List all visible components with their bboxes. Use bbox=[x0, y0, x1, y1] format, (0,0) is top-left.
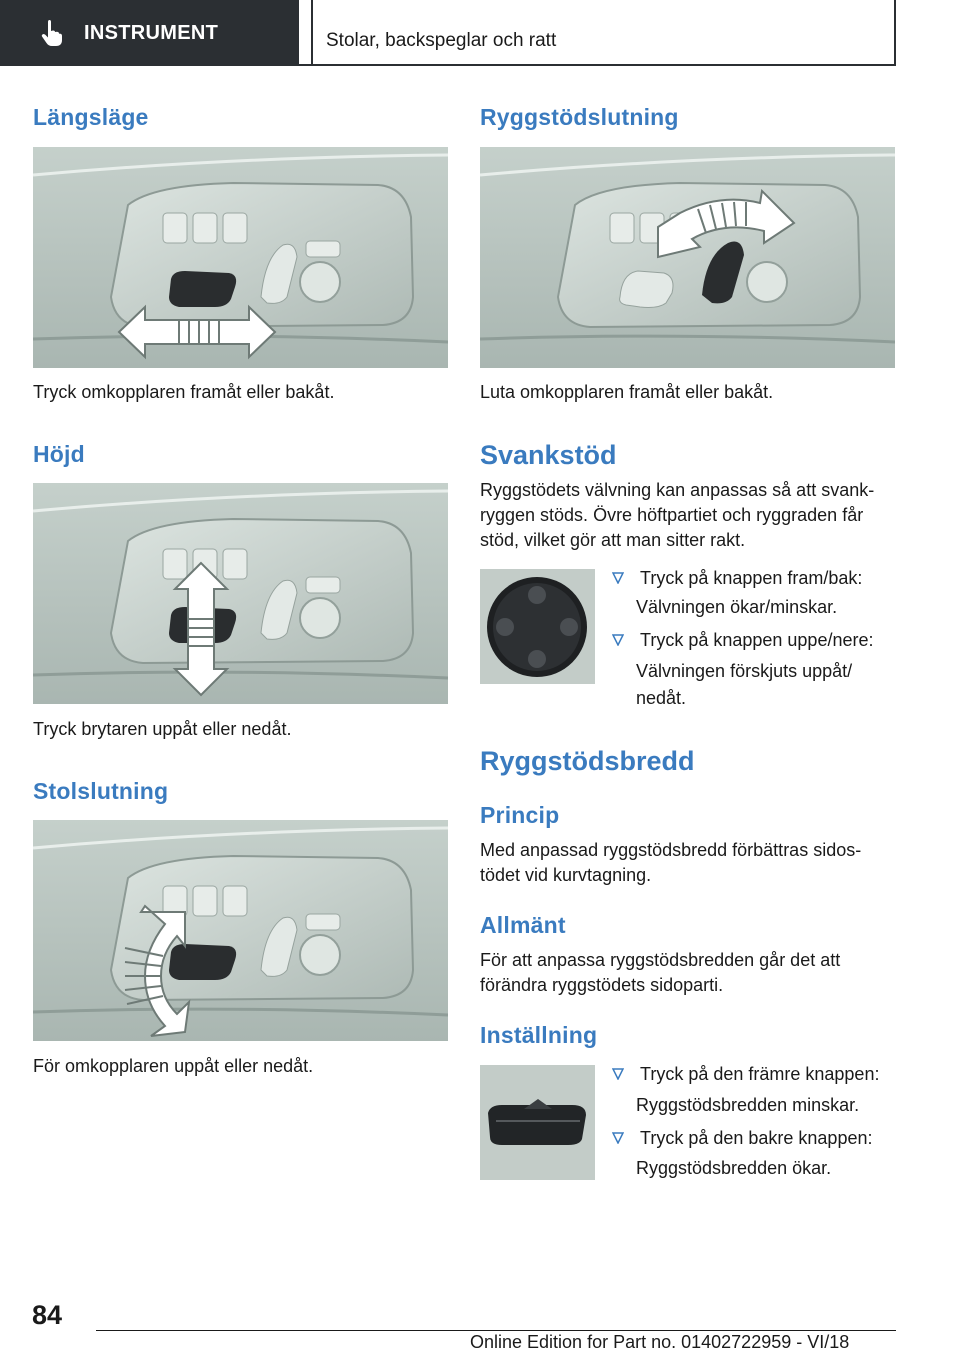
result-line: Välvningen ökar/minskar. bbox=[636, 597, 838, 617]
caption-langslage: Tryck omkopplaren framåt eller bakåt. bbox=[33, 382, 335, 402]
result-line: Ryggstödsbredden ökar. bbox=[636, 1158, 832, 1178]
section-tab bbox=[0, 0, 299, 66]
chapter-title: Stolar, backspeglar och ratt bbox=[326, 30, 557, 51]
heading-installning: Inställning bbox=[480, 1022, 598, 1048]
body-line: förändra ryggstödets sidoparti. bbox=[480, 975, 724, 995]
heading-langslage: Längsläge bbox=[33, 104, 149, 130]
caption-ryggstodslutning: Luta omkopplaren framåt eller bakåt. bbox=[480, 382, 774, 402]
princip-body bbox=[480, 838, 861, 888]
page-number: 84 bbox=[32, 1300, 63, 1330]
width-button-image bbox=[480, 1065, 595, 1180]
body-line: Med anpassad ryggstödsbredd förbättras sidos- bbox=[480, 840, 862, 860]
list-item-result bbox=[636, 1092, 859, 1119]
bullet-triangle-icon bbox=[612, 1132, 624, 1144]
bullet-triangle-icon bbox=[612, 1068, 624, 1080]
lumbar-knob-image bbox=[480, 569, 595, 684]
body-line: Ryggstödets välvning kan anpassas så att svank- bbox=[480, 480, 875, 500]
heading-svankstod: Svankstöd bbox=[480, 440, 617, 470]
caption-stolslutning: För omkopplaren uppåt eller nedåt. bbox=[33, 1056, 314, 1076]
list-item-action: Tryck på knappen uppe/nere: bbox=[640, 630, 874, 650]
list-item-action: Tryck på den främre knappen: bbox=[640, 1064, 880, 1084]
page-header bbox=[0, 0, 960, 66]
bullet-triangle-icon bbox=[612, 572, 624, 584]
section-label: INSTRUMENT bbox=[84, 21, 219, 44]
header-divider bbox=[311, 0, 313, 66]
heading-ryggstodslutning: Ryggstödslutning bbox=[480, 104, 679, 130]
bullet-triangle-icon bbox=[612, 634, 624, 646]
edition-text: Online Edition for Part no. 01402722959 - VI/18 bbox=[470, 1332, 850, 1352]
body-line: För att anpassa ryggstödsbredden går det att bbox=[480, 950, 841, 970]
heading-ryggstodsbredd: Ryggstödsbredd bbox=[480, 746, 695, 776]
heading-princip: Princip bbox=[480, 802, 560, 828]
list-item-action: Tryck på knappen fram/bak: bbox=[640, 568, 863, 588]
header-divider bbox=[894, 0, 896, 66]
result-line: Välvningen förskjuts uppåt/ bbox=[636, 661, 853, 681]
caption-hojd: Tryck brytaren uppåt eller nedåt. bbox=[33, 719, 292, 739]
body-line: ryggen stöds. Övre höftpartiet och ryggraden får bbox=[480, 505, 864, 525]
seat-control-figure-fore-aft bbox=[33, 147, 448, 368]
result-line: nedåt. bbox=[636, 688, 687, 708]
heading-allmant: Allmänt bbox=[480, 912, 566, 938]
heading-hojd: Höjd bbox=[33, 441, 85, 467]
seat-control-figure-height bbox=[33, 483, 448, 704]
list-item-result bbox=[636, 1155, 831, 1182]
heading-stolslutning: Stolslutning bbox=[33, 778, 169, 804]
hand-pointer-icon bbox=[38, 19, 66, 47]
footer-rule bbox=[96, 1330, 896, 1331]
result-line: Ryggstödsbredden minskar. bbox=[636, 1095, 860, 1115]
svankstod-body bbox=[480, 478, 874, 553]
header-rule bbox=[299, 64, 896, 66]
list-item-action: Tryck på den bakre knappen: bbox=[640, 1128, 873, 1148]
list-item-result bbox=[636, 594, 837, 621]
list-item-result bbox=[636, 658, 852, 712]
seat-control-figure-backrest-tilt bbox=[480, 147, 895, 368]
body-line: stöd, vilket gör att man sitter rakt. bbox=[480, 530, 746, 550]
allmant-body bbox=[480, 948, 840, 998]
seat-control-figure-tilt bbox=[33, 820, 448, 1041]
body-line: tödet vid kurvtagning. bbox=[480, 865, 652, 885]
